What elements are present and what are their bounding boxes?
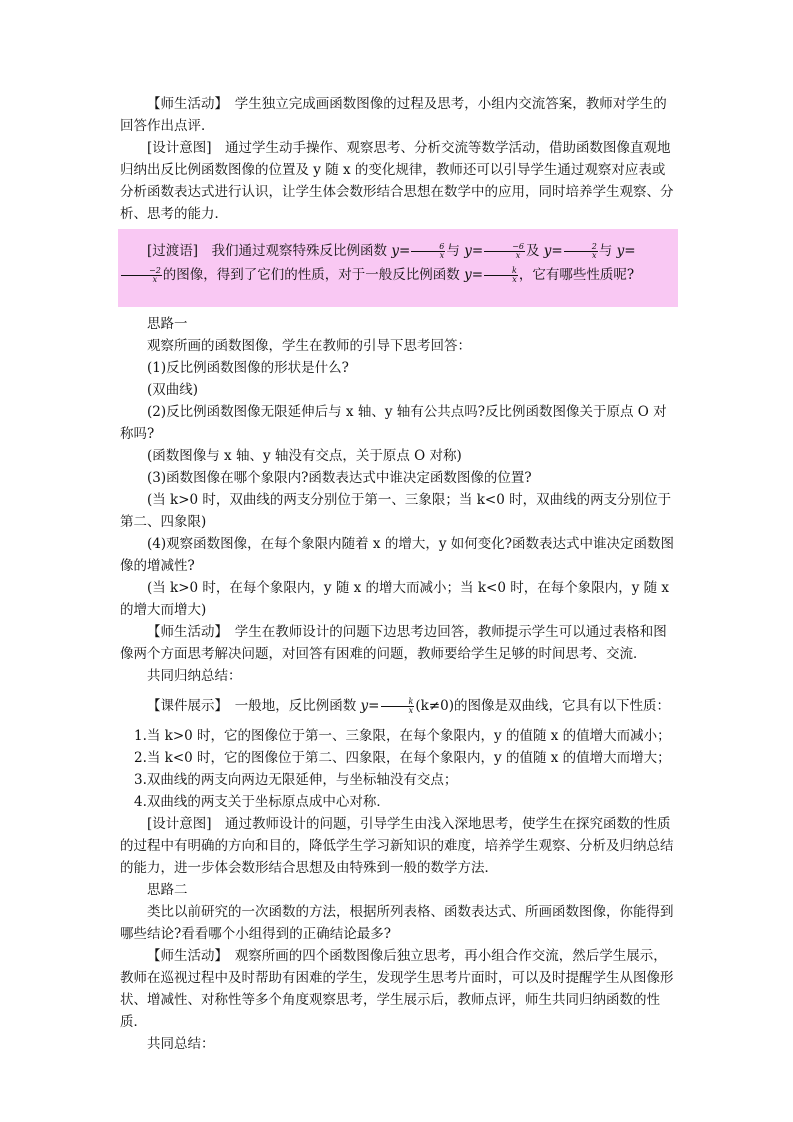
transition-text: 的图像，得到了它们的性质，对于一般反比例函数 (162, 267, 465, 283)
property-item-4: 4.双曲线的两支关于坐标原点成中心对称． (134, 794, 390, 810)
paragraph-teacher-student-activity-2: 【师生活动】 学生在教师设计的问题下边思考边回答，教师提示学生可以通过表格和图像两个方面思考解决问题，对回答有困难的问题，教师要给学生足够的时间思考、交流． (120, 624, 667, 662)
fraction-2-over-x: $\frac{2}{x}$ (564, 243, 598, 260)
courseware-label: 【课件展示】 (147, 698, 222, 714)
paragraph-teacher-student-activity-3: 【师生活动】 观察所画的四个函数图像后独立思考，再小组合作交流，然后学生展示，教师在巡视过程中及时帮助有困难的学生，发现学生思考片面时，可以及时提醒学生从图像形状、增减性、对称性等多个角度观察思考，学生展示后，教师点评，师生共同归纳函数的性质． (120, 948, 674, 1030)
formula-prefix: y= (464, 243, 484, 259)
property-item-1: 1.当 k>0 时，它的图像位于第一、三象限，在每个象限内，y 的值随 x 的值增大而减小； (134, 728, 671, 744)
heading-approach-one: 思路一 (147, 316, 188, 332)
fraction-neg6-over-x: $\frac{-6}{x}$ (484, 243, 525, 260)
courseware-text: 一般地，反比例函数 (221, 698, 361, 714)
heading-approach-two: 思路二 (147, 882, 188, 898)
formula-prefix: y= (464, 267, 484, 283)
fraction-6-over-x: $\frac{6}{x}$ (411, 243, 445, 260)
answer-4: (当 k>0 时，在每个象限内，y 随 x 的增大而减小；当 k<0 时，在每个象限内，y 随 x 的增大而增大) (120, 580, 670, 618)
paragraph-design-intent-1: [设计意图] 通过学生动手操作、观察思考、分析交流等数学活动，借助函数图像直观地归纳出反比例函数图像的位置及 y 随 x 的变化规律，教师还可以引导学生通过观察对应表或分析函数表达式进行认识，让学生体会数形结合思想在数学中的应用，同时培养学生观察、分析、思考的能力． (120, 140, 674, 222)
paragraph-design-intent-2: [设计意图] 通过教师设计的问题，引导学生由浅入深地思考，使学生在探究函数的性质的过程中有明确的方向和目的，降低学生学习新知识的难度，培养学生观察、分析及归纳总结的能力，进一步体会数形结合思想及由特殊到一般的数学方法． (120, 816, 674, 876)
fraction-k-over-x: $\frac{k}{x}$ (484, 267, 518, 284)
property-item-3: 3.双曲线的两支向两边无限延伸，与坐标轴没有交点； (134, 772, 458, 788)
transition-text: 我们通过观察特殊反比例函数 (211, 243, 392, 259)
paragraph-summary-heading-2: 共同总结： (147, 1036, 215, 1052)
answer-3: (当 k>0 时，双曲线的两支分别位于第一、三象限；当 k<0 时，双曲线的两支分别位于第二、四象限) (120, 492, 672, 530)
paragraph-summary-heading-1: 共同归纳总结： (147, 668, 242, 684)
transition-text: ，它有哪些性质呢? (518, 267, 635, 283)
question-4: (4)观察函数图像，在每个象限内随着 x 的增大，y 如何变化?函数表达式中谁决定函数图像的增减性? (120, 536, 674, 574)
question-3: (3)函数图像在哪个象限内?函数表达式中谁决定函数图像的位置? (147, 470, 532, 486)
fraction-k-over-x: $\frac{k}{x}$ (381, 698, 415, 715)
transition-text: 与 (598, 243, 617, 259)
paragraph-analogy: 类比以前研究的一次函数的方法，根据所列表格、函数表达式、所画函数图像，你能得到哪些结论?看看哪个小组得到的正确结论最多? (120, 904, 674, 942)
answer-1: (双曲线) (147, 382, 199, 398)
answer-2: (函数图像与 x 轴、y 轴没有交点，关于原点 O 对称) (147, 448, 462, 464)
question-1: (1)反比例函数图像的形状是什么? (147, 360, 349, 376)
transition-paragraph (120, 235, 676, 301)
courseware-text: (k≠0)的图像是双曲线，它具有以下性质： (415, 698, 670, 714)
paragraph-observe-graphs: 观察所画的函数图像，学生在教师的引导下思考回答： (147, 338, 471, 354)
transition-text: 及 (525, 243, 544, 259)
formula-prefix: y= (543, 243, 563, 259)
transition-label: [过渡语] (147, 243, 199, 259)
transition-highlight-box (118, 229, 678, 307)
document-body (120, 93, 676, 1055)
question-2: (2)反比例函数图像无限延伸后与 x 轴、y 轴有公共点吗?反比例函数图像关于原点 O 对称吗? (120, 404, 667, 442)
property-item-2: 2.当 k<0 时，它的图像位于第二、四象限，在每个象限内，y 的值随 x 的值增大而增大； (134, 750, 671, 766)
fraction-neg2-over-x: $\frac{-2}{x}$ (121, 267, 162, 284)
transition-text: 与 (446, 243, 465, 259)
courseware-display-paragraph (120, 695, 676, 717)
formula-prefix: y= (616, 243, 636, 259)
paragraph-teacher-student-activity-1: 【师生活动】 学生独立完成画函数图像的过程及思考，小组内交流答案，教师对学生的回答作出点评． (120, 96, 667, 134)
formula-prefix: y= (391, 243, 411, 259)
formula-prefix: y= (360, 698, 380, 714)
